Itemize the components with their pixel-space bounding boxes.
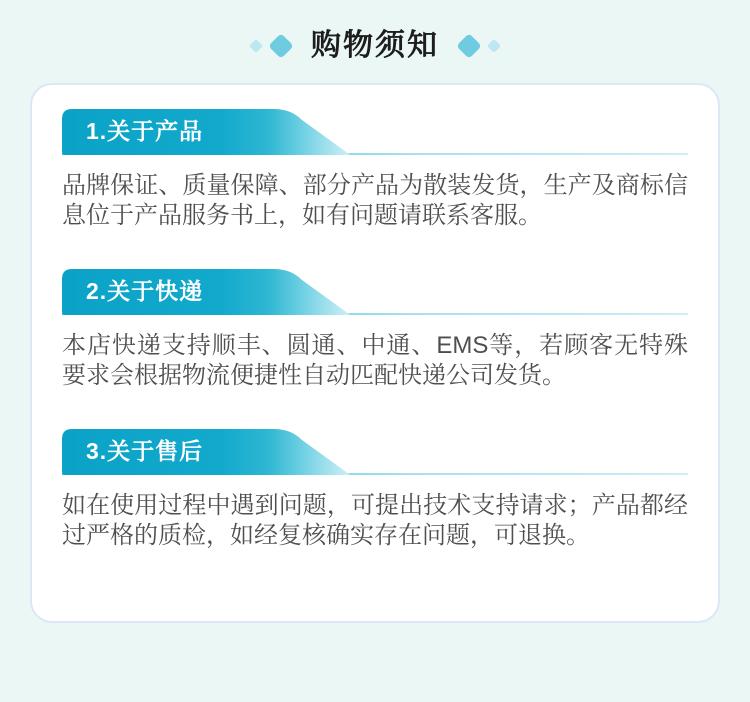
section-banner	[62, 109, 688, 155]
page-header	[0, 0, 750, 62]
small-diamond-icon	[487, 39, 501, 53]
section-banner	[62, 269, 688, 315]
section-aftersale	[62, 429, 688, 551]
section-delivery	[62, 269, 688, 391]
section-title: 2.关于快递	[86, 278, 204, 304]
small-diamond-icon	[249, 39, 263, 53]
section-body: 品牌保证、质量保障、部分产品为散装发货，生产及商标信息位于产品服务书上，如有问题请联系客服。	[62, 172, 688, 229]
section-body: 如在使用过程中遇到问题，可提出技术支持请求；产品都经过严格的质检，如经复核确实存在问题，可退换。	[62, 492, 688, 549]
large-diamond-icon	[268, 33, 293, 58]
section-banner	[62, 429, 688, 475]
section-title: 3.关于售后	[86, 438, 204, 464]
page-title: 购物须知	[311, 29, 439, 62]
notice-card	[30, 83, 720, 623]
section-product	[62, 109, 688, 231]
section-title: 1.关于产品	[86, 118, 204, 144]
section-body: 本店快递支持顺丰、圆通、中通、EMS等，若顾客无特殊要求会根据物流便捷性自动匹配快递公司发货。	[62, 332, 688, 389]
large-diamond-icon	[456, 33, 481, 58]
